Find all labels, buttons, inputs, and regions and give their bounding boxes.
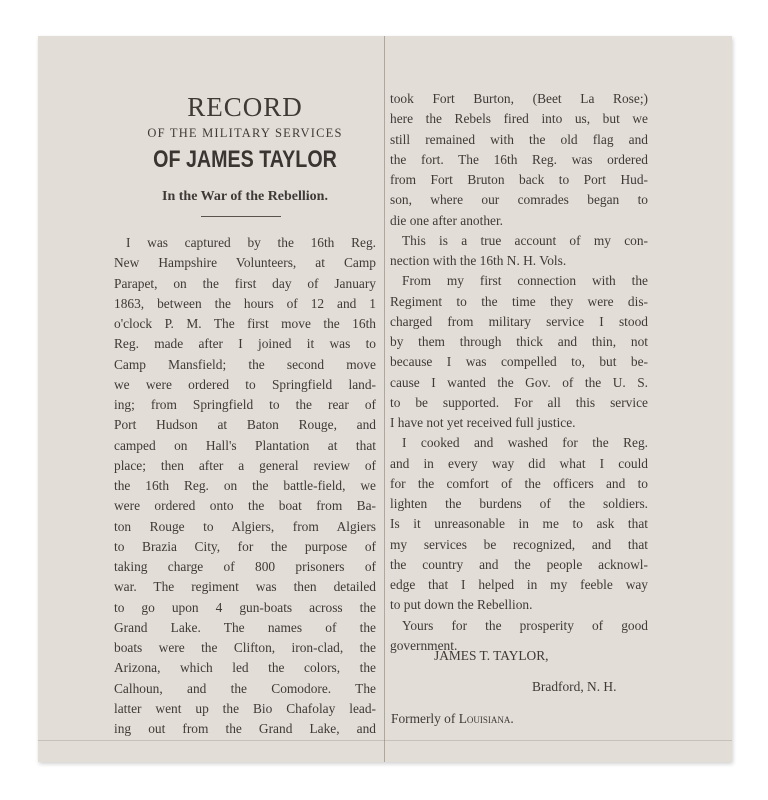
text-line: Is it unreasonable in me to ask that (390, 516, 648, 532)
formerly-place: Louisiana. (458, 711, 514, 726)
text-line: Calhoun, and the Comodore. The (114, 680, 376, 696)
text-line: war. The regiment was then detailed (114, 579, 376, 595)
title-james-taylor: OF JAMES TAYLOR (153, 146, 337, 173)
broadside-sheet (38, 36, 732, 762)
text-line: the country and the people acknowl- (390, 556, 648, 572)
text-line: still remained with the old flag and (390, 131, 648, 147)
text-line: ing out from the Grand Lake, and (114, 721, 376, 736)
text-line: we were ordered to Springfield land- (114, 376, 376, 392)
text-line: because I was compelled to, but be- (390, 354, 648, 370)
text-line: and in every way did what I could (390, 455, 648, 471)
text-line: I cooked and washed for the Reg. (402, 435, 648, 451)
text-line: taking charge of 800 prisoners of (114, 559, 376, 574)
text-line: I was captured by the 16th Reg. (126, 235, 376, 250)
left-text-column (114, 36, 376, 739)
text-line: I have not yet received full justice. (390, 415, 576, 430)
text-line: place; then after a general review of (114, 457, 376, 473)
text-line: from Fort Bruton back to Port Hud- (390, 172, 648, 187)
text-line: Camp Mansfield; the second move (114, 356, 376, 372)
fold-crease (38, 740, 732, 741)
text-line: my services be recognized, and that (390, 536, 648, 552)
signature-formerly (391, 711, 514, 727)
text-line: o'clock P. M. The first move the 16th (114, 316, 376, 331)
text-line: lighten the burdens of the soldiers. (390, 496, 648, 511)
text-line: ing; from Springfield to the rear of (114, 397, 376, 412)
text-line: 1863, between the hours of 12 and 1 (114, 295, 376, 311)
text-line: Arizona, which led the colors, the (114, 660, 376, 676)
signature-name: JAMES T. TAYLOR, (434, 648, 549, 663)
text-line: ton Rouge to Algiers, from Algiers (114, 518, 376, 534)
text-line: government. (390, 637, 458, 653)
text-line: charged from military service I stood (390, 313, 648, 329)
text-line: son, where our comrades began to (390, 192, 648, 208)
text-line: Regiment to the time they were dis- (390, 293, 648, 309)
text-line: camped on Hall's Plantation at that (114, 437, 376, 453)
title-military-services: OF THE MILITARY SERVICES (147, 126, 343, 140)
text-line: From my first connection with the (402, 273, 648, 289)
text-line: edge that I helped in my feeble way (390, 577, 648, 592)
text-line: Yours for the prosperity of good (402, 617, 648, 633)
text-line: Reg. made after I joined it was to (114, 336, 376, 352)
text-line: to Brazia City, for the purpose of (114, 538, 376, 554)
text-line: boats were the Clifton, iron-clad, the (114, 640, 376, 655)
text-line: here the Rebels fired into us, but we (390, 111, 648, 127)
text-line: to put down the Rebellion. (390, 597, 533, 613)
text-line: New Hampshire Volunteers, at Camp (114, 255, 376, 271)
text-line: die one after another. (390, 212, 504, 228)
right-text-column (390, 36, 648, 656)
text-line: Parapet, on the first day of January (114, 275, 376, 291)
text-line: for the comfort of the officers and to (390, 475, 648, 491)
text-line: cause I wanted the Gov. of the U. S. (390, 374, 648, 390)
column-divider (384, 36, 385, 762)
text-line: Port Hudson at Baton Rouge, and (114, 417, 376, 433)
title-record: RECORD (187, 92, 303, 122)
text-line: by them through thick and thin, not (390, 334, 648, 349)
text-line: the 16th Reg. on the battle-field, we (114, 478, 376, 493)
text-line: This is a true account of my con- (402, 232, 648, 248)
formerly-prefix: Formerly of (391, 711, 456, 726)
text-line: to go upon 4 gun-boats across the (114, 599, 376, 615)
text-line: the fort. The 16th Reg. was ordered (390, 151, 648, 167)
text-line: to be supported. For all this service (390, 394, 648, 410)
text-line: nection with the 16th N. H. Vols. (390, 253, 567, 268)
text-line: latter went up the Bio Chafolay lead- (114, 700, 376, 716)
text-line: Grand Lake. The names of the (114, 619, 376, 635)
signature-place: Bradford, N. H. (532, 679, 617, 694)
text-line: were ordered onto the boat from Ba- (114, 498, 376, 514)
title-war-of-rebellion: In the War of the Rebellion. (162, 189, 328, 204)
text-line: took Fort Burton, (Beet La Rose;) (390, 91, 648, 106)
